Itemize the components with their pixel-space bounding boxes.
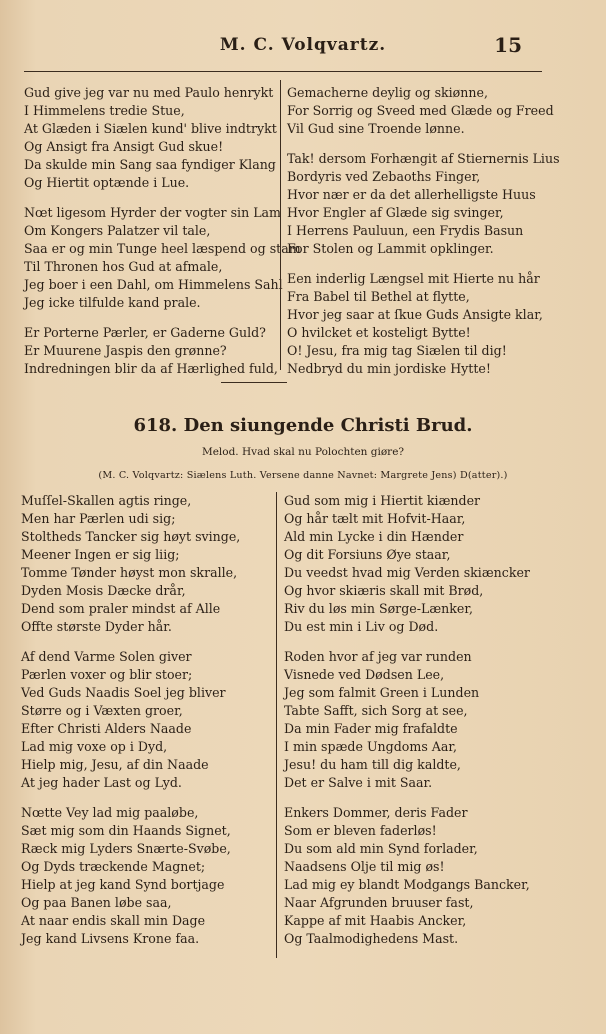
melody-line: Melod. Hvad skal nu Polochten giøre? [201,446,405,458]
verse-line: Bordyris ved Zebaoths Finger, [287,169,481,184]
attribution-line: (M. C. Volqvartz: Siælens Luth. Versene danne Navnet: Margrete Jens) D(atter).) [98,470,508,481]
top-right-column [287,84,560,390]
verse-line: Stoltheds Tancker sig høyt svinge, [21,529,241,544]
stanza [21,648,240,792]
verse-line: Offte største Dyder hår. [21,619,172,634]
top-left-column [24,84,301,390]
stanza [284,804,530,948]
verse-line: Jeg boer i een Dahl, om Himmelens Sahl [24,277,283,292]
stanza [287,84,560,138]
verse-line: Ræck mig Lyders Snærte-Svøbe, [21,841,231,856]
stanza [284,492,530,636]
verse-line: O! Jesu, fra mig tag Siælen til dig! [287,343,507,358]
verse-line: Hvor nær er da det allerhelligste Huus [287,187,536,202]
stanza [287,150,560,258]
verse-line: At jeg hader Last og Lyd. [21,775,182,790]
verse-line: Og Dyds træckende Magnet; [21,859,206,874]
verse-line: Gud som mig i Hiertit kiænder [284,493,481,508]
verse-line: Og paa Banen løbe saa, [21,895,172,910]
verse-line: Tabte Safft, sich Sorg at see, [284,703,468,718]
verse-line: Roden hvor af jeg var runden [284,649,472,664]
verse-line: Pærlen voxer og blir stoer; [21,667,193,682]
verse-line: Tak! dersom Forhængit af Stiernernis Lius [287,151,560,166]
verse-line: Riv du løs min Sørge-Lænker, [284,601,473,616]
verse-line: O hvilcket et kosteligt Bytte! [287,325,471,340]
verse-line: Dyden Mosis Dæcke drår, [21,583,186,598]
column-divider-top [280,80,281,370]
verse-line: Er Porterne Pærler, er Gaderne Guld? [24,325,266,340]
verse-line: Som er bleven faderløs! [284,823,437,838]
verse-line: Tomme Tønder høyst mon skralle, [21,565,238,580]
verse-line: Da min Fader mig frafaldte [284,721,458,736]
verse-line: Om Kongers Palatzer vil tale, [24,223,211,238]
stanza [24,324,301,378]
verse-line: I min spæde Ungdoms Aar, [284,739,458,754]
verse-line: Og hvor skiæris skall mit Brød, [284,583,484,598]
verse-line: Hielp mig, Jesu, af din Naade [21,757,209,772]
verse-line: Nœtte Vey lad mig paaløbe, [21,805,199,820]
stanza [284,648,530,792]
verse-line: Efter Christi Alders Naade [21,721,192,736]
hymn-left-column [21,492,240,960]
stanza [24,84,301,192]
verse-line: I Herrens Pauluun, een Frydis Basun [287,223,524,238]
verse-line: Sæt mig som din Haands Signet, [21,823,231,838]
hymn-title: 618. Den siungende Christi Brud. [133,415,473,436]
verse-line: Vil Gud sine Troende lønne. [287,121,465,136]
verse-line: Indredningen blir da af Hærlighed fuld, [24,361,278,376]
verse-line: Af dend Varme Solen giver [21,649,192,664]
verse-line: Hielp at jeg kand Synd bortjage [21,877,225,892]
verse-line: For Sorrig og Sveed med Glæde og Freed [287,103,554,118]
verse-line: Det er Salve i mit Saar. [284,775,433,790]
column-divider-hymn [276,492,277,958]
verse-line: Men har Pærlen udi sig; [21,511,176,526]
page-number: 15 [494,33,522,57]
verse-line: Kappe af mit Haabis Ancker, [284,913,467,928]
verse-line: Og dit Forsiuns Øye staar, [284,547,451,562]
verse-line: Lad mig voxe op i Dyd, [21,739,168,754]
verse-line: Fra Babel til Bethel at flytte, [287,289,470,304]
verse-line: Er Muurene Jaspis den grønne? [24,343,227,358]
verse-line: For Stolen og Lammit opklinger. [287,241,494,256]
verse-line: Een inderlig Længsel mit Hierte nu hår [287,271,540,286]
verse-line: Du est min i Liv og Død. [284,619,439,634]
verse-line: Dend som praler mindst af Alle [21,601,221,616]
verse-line: Naadsens Olje til mig øs! [284,859,445,874]
verse-line: Og Ansigt fra Ansigt Gud skue! [24,139,224,154]
verse-line: Saa er og min Tunge heel læspend og stam [24,241,301,256]
verse-line: Muſſel-Skallen agtis ringe, [21,493,192,508]
stanza [21,492,240,636]
verse-line: Hvor Engler af Glæde sig svinger, [287,205,504,220]
verse-line: Du som ald min Synd forlader, [284,841,478,856]
verse-line: Hvor jeg saar at ſkue Guds Ansigte klar, [287,307,543,322]
verse-line: Jesu! du ham till dig kaldte, [284,757,461,772]
verse-line: Meener Ingen er sig liig; [21,547,180,562]
verse-line: Og Hiertit optænde i Lue. [24,175,190,190]
verse-line: Og Taalmodighedens Mast. [284,931,459,946]
verse-line: Nedbryd du min jordiske Hytte! [287,361,491,376]
verse-line: Lad mig ey blandt Modgangs Bancker, [284,877,530,892]
page-header [0,33,606,59]
verse-line: Visnede ved Dødsen Lee, [284,667,445,682]
verse-line: Og hår tælt mit Hofvit-Haar, [284,511,466,526]
verse-line: Du veedst hvad mig Verden skiæncker [284,565,530,580]
verse-line: Enkers Dommer, deris Fader [284,805,468,820]
stanza [287,270,560,378]
verse-line: Ved Guds Naadis Soel jeg bliver [21,685,226,700]
verse-line: Jeg icke tilfulde kand prale. [24,295,201,310]
verse-line: Gud give jeg var nu med Paulo henrykt [24,85,274,100]
verse-line: Da skulde min Sang saa fyndiger Klang [24,157,276,172]
stanza [21,804,240,948]
verse-line: Jeg som falmit Green i Lunden [284,685,480,700]
verse-line: At naar endis skall min Dage [21,913,206,928]
verse-line: Nœt ligesom Hyrder der vogter sin Lam [24,205,282,220]
verse-line: Jeg kand Livsens Krone faa. [21,931,200,946]
header-rule [24,71,542,72]
verse-line: At Glæden i Siælen kund' blive indtrykt [24,121,277,136]
verse-line: Til Thronen hos Gud at afmale, [24,259,223,274]
verse-line: Naar Afgrunden bruuser fast, [284,895,474,910]
verse-line: Ald min Lycke i din Hænder [284,529,464,544]
verse-line: Gemacherne deylig og skiønne, [287,85,488,100]
hymn-right-column [284,492,530,960]
verse-line: I Himmelens tredie Stue, [24,103,185,118]
verse-line: Større og i Væxten groer, [21,703,183,718]
running-title: M. C. Volqvartz. [219,35,387,55]
section-end-rule [221,382,287,383]
stanza [24,204,301,312]
